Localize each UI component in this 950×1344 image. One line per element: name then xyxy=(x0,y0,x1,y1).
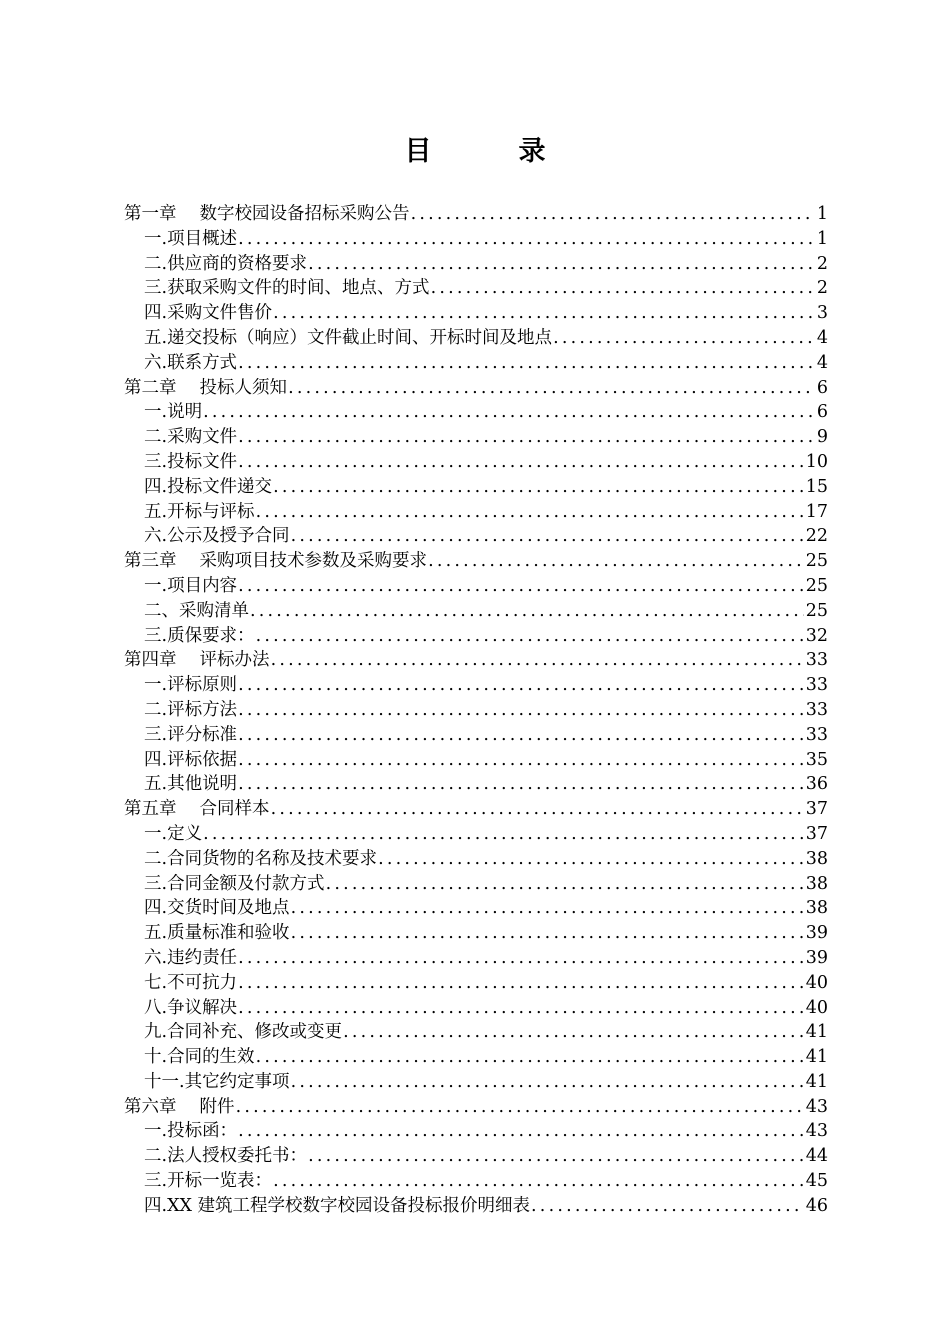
toc-dot-leader xyxy=(308,1144,804,1169)
toc-dot-leader xyxy=(411,202,815,227)
toc-chapter-entry[interactable] xyxy=(124,1095,828,1120)
toc-entry-label: 第二章 投标人须知 xyxy=(124,377,288,398)
toc-section-entry[interactable] xyxy=(124,227,828,252)
toc-entry-label: 一.项目概述 xyxy=(144,228,238,249)
toc-page-number: 33 xyxy=(805,650,828,671)
toc-dot-leader xyxy=(273,475,804,500)
toc-section-entry[interactable] xyxy=(124,896,828,921)
toc-entry-label: 一.说明 xyxy=(144,402,203,423)
toc-page-number: 44 xyxy=(805,1146,828,1167)
toc-page-number: 6 xyxy=(816,402,828,423)
toc-page-number: 39 xyxy=(805,923,828,944)
toc-section-entry[interactable] xyxy=(124,996,828,1021)
toc-section-entry[interactable] xyxy=(124,574,828,599)
toc-dot-leader xyxy=(238,1119,804,1144)
toc-dot-leader xyxy=(553,326,815,351)
toc-dot-leader xyxy=(238,996,804,1021)
toc-entry-label: 四.采购文件售价 xyxy=(144,303,273,324)
toc-dot-leader xyxy=(256,624,804,649)
toc-entry-label: 三.开标一览表： xyxy=(144,1171,273,1192)
toc-section-entry[interactable] xyxy=(124,822,828,847)
toc-dot-leader xyxy=(271,648,804,673)
toc-entry-label: 一.定义 xyxy=(144,823,203,844)
toc-entry-label: 一.项目内容 xyxy=(144,575,238,596)
toc-section-entry[interactable] xyxy=(124,500,828,525)
toc-section-entry[interactable] xyxy=(124,971,828,996)
toc-section-entry[interactable] xyxy=(124,1020,828,1045)
toc-section-entry[interactable] xyxy=(124,748,828,773)
toc-page-number: 43 xyxy=(805,1096,828,1117)
toc-chapter-entry[interactable] xyxy=(124,549,828,574)
toc-page-number: 46 xyxy=(805,1195,828,1216)
toc-page-number: 2 xyxy=(816,253,828,274)
toc-page-number: 33 xyxy=(805,724,828,745)
toc-section-entry[interactable] xyxy=(124,276,828,301)
toc-page-number: 15 xyxy=(805,476,828,497)
toc-section-entry[interactable] xyxy=(124,351,828,376)
toc-dot-leader xyxy=(238,673,804,698)
toc-entry-label: 五.开标与评标 xyxy=(144,501,255,522)
toc-page-number: 4 xyxy=(816,327,828,348)
toc-page-number: 41 xyxy=(805,1022,828,1043)
toc-entry-label: 八.争议解决 xyxy=(144,997,238,1018)
toc-page-number: 38 xyxy=(805,848,828,869)
toc-page-number: 1 xyxy=(816,228,828,249)
toc-section-entry[interactable] xyxy=(124,475,828,500)
toc-entry-label: 三.评分标准 xyxy=(144,724,238,745)
toc-section-entry[interactable] xyxy=(124,946,828,971)
toc-chapter-entry[interactable] xyxy=(124,648,828,673)
toc-entry-label: 四.投标文件递交 xyxy=(144,476,273,497)
toc-entry-label: 四.评标依据 xyxy=(144,749,238,770)
toc-dot-leader xyxy=(291,896,804,921)
toc-page-number: 37 xyxy=(805,799,828,820)
toc-section-entry[interactable] xyxy=(124,673,828,698)
toc-entry-label: 二.法人授权委托书： xyxy=(144,1146,308,1167)
toc-entry-label: 四.交货时间及地点 xyxy=(144,898,290,919)
toc-dot-leader xyxy=(238,971,804,996)
toc-section-entry[interactable] xyxy=(124,326,828,351)
toc-dot-leader xyxy=(308,252,815,277)
toc-page-number: 17 xyxy=(805,501,828,522)
toc-dot-leader xyxy=(291,921,804,946)
toc-entry-label: 二.合同货物的名称及技术要求 xyxy=(144,848,378,869)
toc-dot-leader xyxy=(238,450,804,475)
toc-dot-leader xyxy=(273,1169,804,1194)
toc-section-entry[interactable] xyxy=(124,1119,828,1144)
toc-dot-leader xyxy=(428,549,804,574)
toc-entry-label: 三.获取采购文件的时间、地点、方式 xyxy=(144,278,430,299)
toc-dot-leader xyxy=(238,574,804,599)
toc-dot-leader xyxy=(326,872,804,897)
toc-page-number: 4 xyxy=(816,352,828,373)
toc-dot-leader xyxy=(273,301,815,326)
toc-dot-leader xyxy=(343,1020,804,1045)
toc-entry-label: 六.联系方式 xyxy=(144,352,238,373)
page-title: 目 录 xyxy=(404,136,576,167)
toc-entry-label: 三.投标文件 xyxy=(144,451,238,472)
toc-entry-label: 十.合同的生效 xyxy=(144,1047,255,1068)
toc-dot-leader xyxy=(271,797,804,822)
toc-dot-leader xyxy=(431,276,815,301)
toc-dot-leader xyxy=(378,847,804,872)
toc-page-number: 43 xyxy=(805,1121,828,1142)
toc-section-entry[interactable] xyxy=(124,723,828,748)
toc-dot-leader xyxy=(291,1070,804,1095)
toc-section-entry[interactable] xyxy=(124,1169,828,1194)
toc-page-number: 35 xyxy=(805,749,828,770)
toc-page-number: 40 xyxy=(805,972,828,993)
toc-dot-leader xyxy=(288,376,815,401)
toc-dot-leader xyxy=(238,227,815,252)
toc-entry-label: 二.供应商的资格要求 xyxy=(144,253,308,274)
toc-section-entry[interactable] xyxy=(124,599,828,624)
toc-chapter-entry[interactable] xyxy=(124,202,828,227)
toc-entry-label: 七.不可抗力 xyxy=(144,972,238,993)
toc-dot-leader xyxy=(238,351,815,376)
toc-section-entry[interactable] xyxy=(124,698,828,723)
toc-page-number: 33 xyxy=(805,699,828,720)
toc-page-number: 37 xyxy=(805,823,828,844)
toc-page-number: 39 xyxy=(805,947,828,968)
toc-chapter-entry[interactable] xyxy=(124,376,828,401)
toc-page-number: 3 xyxy=(816,303,828,324)
toc-page-number: 38 xyxy=(805,898,828,919)
toc-page-number: 40 xyxy=(805,997,828,1018)
toc-page-number: 6 xyxy=(816,377,828,398)
toc-entry-label: 十一.其它约定事项 xyxy=(144,1071,290,1092)
toc-section-entry[interactable] xyxy=(124,1045,828,1070)
toc-dot-leader xyxy=(238,698,804,723)
toc-section-entry[interactable] xyxy=(124,252,828,277)
toc-entry-label: 一.投标函： xyxy=(144,1121,238,1142)
toc-page-number: 33 xyxy=(805,675,828,696)
toc-page-number: 45 xyxy=(805,1171,828,1192)
toc-entry-label: 第四章 评标办法 xyxy=(124,650,270,671)
toc-page-number: 22 xyxy=(805,526,828,547)
toc-page-number: 10 xyxy=(805,451,828,472)
toc-section-entry[interactable] xyxy=(124,301,828,326)
toc-entry-label: 六.公示及授予合同 xyxy=(144,526,290,547)
toc-page-number: 41 xyxy=(805,1047,828,1068)
toc-page-number: 36 xyxy=(805,774,828,795)
toc-dot-leader xyxy=(256,500,804,525)
toc-entry-label: 九.合同补充、修改或变更 xyxy=(144,1022,343,1043)
toc-entry-label: 第一章 数字校园设备招标采购公告 xyxy=(124,204,410,224)
toc-section-entry[interactable] xyxy=(124,872,828,897)
toc-page-number: 2 xyxy=(816,278,828,299)
toc-section-entry[interactable] xyxy=(124,524,828,549)
toc-entry-label: 第五章 合同样本 xyxy=(124,799,270,820)
toc-section-entry[interactable] xyxy=(124,1070,828,1095)
toc-entry-label: 五.质量标准和验收 xyxy=(144,923,290,944)
toc-dot-leader xyxy=(238,772,804,797)
toc-entry-label: 三.合同金额及付款方式 xyxy=(144,873,325,894)
toc-chapter-entry[interactable] xyxy=(124,797,828,822)
toc-section-entry[interactable] xyxy=(124,450,828,475)
toc-entry-label: 二.评标方法 xyxy=(144,699,238,720)
toc-page-number: 32 xyxy=(805,625,828,646)
toc-dot-leader xyxy=(238,723,804,748)
toc-section-entry[interactable] xyxy=(124,921,828,946)
toc-dot-leader xyxy=(250,599,804,624)
toc-page-number: 9 xyxy=(816,427,828,448)
toc-dot-leader xyxy=(238,748,804,773)
toc-section-entry[interactable] xyxy=(124,400,828,425)
toc-entry-label: 三.质保要求： xyxy=(144,625,255,646)
toc-section-entry[interactable] xyxy=(124,772,828,797)
toc-page-number: 38 xyxy=(805,873,828,894)
toc-dot-leader xyxy=(238,946,804,971)
toc-section-entry[interactable] xyxy=(124,425,828,450)
toc-entry-label: 四.XX 建筑工程学校数字校园设备投标报价明细表 xyxy=(144,1195,531,1216)
toc-section-entry[interactable] xyxy=(124,1194,828,1219)
toc-entry-label: 五.递交投标（响应）文件截止时间、开标时间及地点 xyxy=(144,327,553,348)
toc-entry-label: 二.采购文件 xyxy=(144,427,238,448)
toc-page-number: 1 xyxy=(816,204,828,224)
table-of-contents xyxy=(124,202,828,1219)
toc-dot-leader xyxy=(238,425,815,450)
toc-entry-label: 六.违约责任 xyxy=(144,947,238,968)
toc-dot-leader xyxy=(203,400,815,425)
toc-dot-leader xyxy=(531,1194,804,1219)
toc-page-number: 25 xyxy=(805,551,828,572)
toc-page-number: 25 xyxy=(805,600,828,621)
toc-entry-label: 二、采购清单 xyxy=(144,600,249,621)
toc-dot-leader xyxy=(203,822,804,847)
toc-dot-leader xyxy=(291,524,804,549)
toc-section-entry[interactable] xyxy=(124,847,828,872)
toc-page-number: 25 xyxy=(805,575,828,596)
toc-entry-label: 第三章 采购项目技术参数及采购要求 xyxy=(124,551,428,572)
toc-entry-label: 一.评标原则 xyxy=(144,675,238,696)
toc-section-entry[interactable] xyxy=(124,624,828,649)
toc-entry-label: 五.其他说明 xyxy=(144,774,238,795)
toc-dot-leader xyxy=(236,1095,804,1120)
toc-section-entry[interactable] xyxy=(124,1144,828,1169)
toc-entry-label: 第六章 附件 xyxy=(124,1096,235,1117)
toc-dot-leader xyxy=(256,1045,804,1070)
toc-page-number: 41 xyxy=(805,1071,828,1092)
